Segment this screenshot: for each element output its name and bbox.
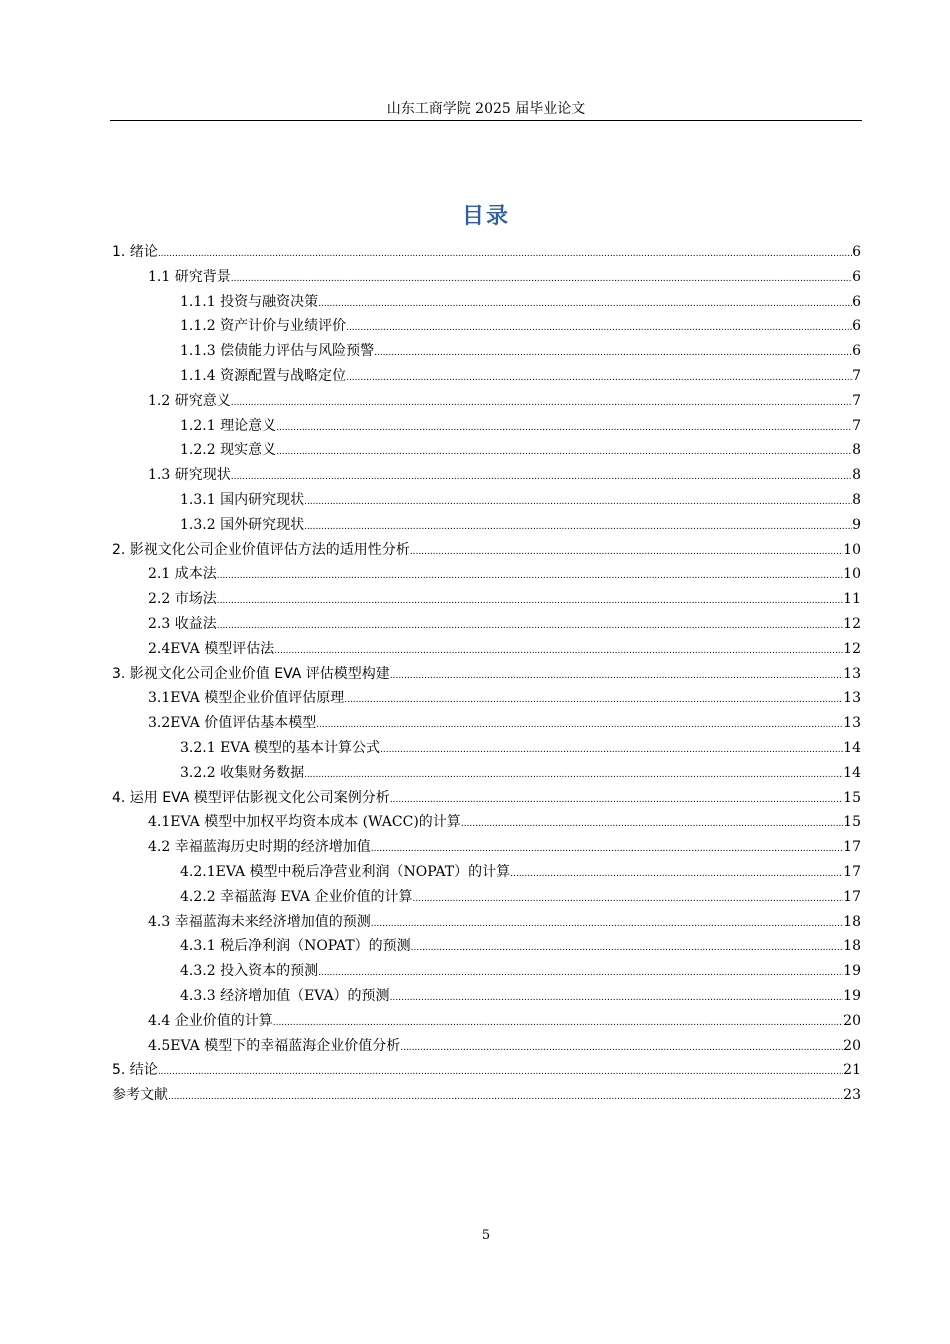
- toc-entry-page: 17: [843, 863, 861, 880]
- toc-dot-leader: [217, 567, 843, 585]
- toc-entry-label: 1.1.3 偿债能力评估与风险预警: [180, 343, 375, 360]
- toc-entry-page: 19: [843, 963, 861, 980]
- toc-dot-leader: [273, 1014, 843, 1032]
- toc-entry[interactable]: [112, 293, 861, 318]
- toc-entry-page: 6: [852, 318, 861, 335]
- toc-entry[interactable]: [112, 714, 861, 739]
- toc-entry[interactable]: [112, 441, 861, 466]
- toc-entry-page: 15: [843, 814, 861, 831]
- toc-dot-leader: [168, 1088, 843, 1106]
- toc-entry-label: 1.3.1 国内研究现状: [180, 491, 305, 508]
- toc-entry-label: 4.3.3 经济增加值（EVA）的预测: [180, 987, 390, 1004]
- toc-dot-leader: [344, 691, 843, 709]
- toc-entry[interactable]: [112, 764, 861, 789]
- toc-entry-page: 8: [852, 467, 861, 484]
- toc-dot-leader: [304, 766, 843, 784]
- toc-entry-page: 14: [843, 764, 861, 781]
- toc-entry-page: 23: [843, 1087, 861, 1104]
- toc-entry-page: 19: [843, 987, 861, 1004]
- toc-entry[interactable]: [112, 1086, 861, 1111]
- toc-entry-page: 6: [852, 244, 861, 260]
- toc-entry-label: 1.2 研究意义: [148, 392, 231, 409]
- toc-entry[interactable]: [112, 739, 861, 764]
- toc-entry[interactable]: [112, 268, 861, 293]
- toc-dot-leader: [410, 543, 843, 561]
- toc-entry-page: 20: [843, 1012, 861, 1029]
- toc-entry-label: 1.1 研究背景: [148, 268, 231, 285]
- toc-entry-page: 7: [852, 367, 861, 384]
- toc-entry[interactable]: [112, 913, 861, 938]
- toc-entry-page: 8: [852, 442, 861, 459]
- toc-entry-label: 5. 结论: [112, 1062, 158, 1079]
- toc-entry-label: 1.3 研究现状: [148, 467, 231, 484]
- toc-entry[interactable]: [112, 417, 861, 442]
- toc-dot-leader: [411, 939, 844, 957]
- toc-entry-label: 1. 绪论: [112, 244, 158, 260]
- toc-entry-label: 3.2.2 收集财务数据: [180, 764, 305, 781]
- toc-entry[interactable]: [112, 789, 861, 814]
- toc-dot-leader: [304, 518, 852, 536]
- toc-entry-page: 21: [843, 1062, 861, 1079]
- toc-dot-leader: [274, 642, 843, 660]
- toc-entry[interactable]: [112, 1037, 861, 1062]
- toc-entry[interactable]: [112, 937, 861, 962]
- toc-entry-page: 13: [843, 690, 861, 707]
- toc-entry[interactable]: [112, 590, 861, 615]
- toc-dot-leader: [510, 865, 843, 883]
- toc-entry-page: 10: [843, 541, 861, 558]
- toc-entry[interactable]: [112, 1061, 861, 1086]
- toc-dot-leader: [390, 791, 843, 809]
- toc-dot-leader: [390, 989, 844, 1007]
- toc-dot-leader: [231, 270, 852, 288]
- toc-entry-label: 3.1EVA 模型企业价值评估原理: [148, 690, 345, 707]
- toc-dot-leader: [158, 1063, 843, 1081]
- toc-entry-label: 4.3 幸福蓝海未来经济增加值的预测: [148, 913, 371, 930]
- toc-dot-leader: [346, 369, 852, 387]
- toc-entry-page: 14: [843, 739, 861, 756]
- toc-dot-leader: [412, 890, 843, 908]
- toc-entry[interactable]: [112, 888, 861, 913]
- toc-entry[interactable]: [112, 342, 861, 367]
- toc-entry-page: 12: [843, 640, 861, 657]
- toc-dot-leader: [276, 443, 852, 461]
- toc-entry-label: 1.2.1 理论意义: [180, 417, 277, 434]
- toc-entry[interactable]: [112, 466, 861, 491]
- toc-dot-leader: [461, 815, 843, 833]
- toc-entry-page: 13: [843, 715, 861, 732]
- toc-entry-page: 8: [852, 491, 861, 508]
- table-of-contents: [112, 243, 861, 1111]
- toc-entry-page: 6: [852, 268, 861, 285]
- toc-entry[interactable]: [112, 987, 861, 1012]
- toc-entry-label: 3. 影视文化公司企业价值 EVA 评估模型构建: [112, 665, 390, 682]
- toc-entry[interactable]: [112, 665, 861, 690]
- toc-title: 目录: [461, 204, 510, 229]
- toc-entry[interactable]: [112, 1012, 861, 1037]
- toc-entry-label: 3.2.1 EVA 模型的基本计算公式: [180, 739, 381, 756]
- toc-entry-label: 4.2 幸福蓝海历史时期的经济增加值: [148, 839, 371, 856]
- header-rule: [110, 120, 862, 121]
- toc-entry-page: 11: [843, 591, 861, 608]
- toc-entry[interactable]: [112, 243, 861, 268]
- toc-entry-label: 1.1.4 资源配置与战略定位: [180, 367, 347, 384]
- toc-entry[interactable]: [112, 838, 861, 863]
- toc-entry[interactable]: [112, 541, 861, 566]
- toc-dot-leader: [217, 592, 843, 610]
- toc-entry-label: 1.1.2 资产计价与业绩评价: [180, 318, 347, 335]
- toc-dot-leader: [318, 295, 852, 313]
- toc-entry-page: 7: [852, 392, 861, 409]
- toc-dot-leader: [390, 667, 843, 685]
- toc-dot-leader: [371, 915, 843, 933]
- toc-entry-label: 4.5EVA 模型下的幸福蓝海企业价值分析: [148, 1037, 401, 1054]
- toc-entry[interactable]: [112, 863, 861, 888]
- toc-entry-label: 4.1EVA 模型中加权平均资本成本 (WACC)的计算: [148, 814, 461, 831]
- toc-entry-label: 2.2 市场法: [148, 591, 217, 608]
- toc-dot-leader: [316, 716, 843, 734]
- toc-entry-page: 18: [843, 938, 861, 955]
- toc-dot-leader: [158, 245, 852, 263]
- toc-entry-page: 10: [843, 566, 861, 583]
- toc-entry[interactable]: [112, 813, 861, 838]
- toc-entry[interactable]: [112, 615, 861, 640]
- toc-entry-label: 参考文献: [112, 1087, 168, 1104]
- page-number: 5: [481, 1228, 491, 1243]
- toc-dot-leader: [400, 1039, 843, 1057]
- toc-dot-leader: [374, 344, 852, 362]
- toc-entry-label: 4.2.2 幸福蓝海 EVA 企业价值的计算: [180, 888, 413, 905]
- toc-entry-label: 2.4EVA 模型评估法: [148, 640, 275, 657]
- toc-entry-page: 15: [843, 789, 861, 806]
- toc-dot-leader: [276, 419, 852, 437]
- toc-entry-label: 4. 运用 EVA 模型评估影视文化公司案例分析: [112, 789, 390, 806]
- running-header: 山东工商学院 2025 届毕业论文: [386, 101, 586, 117]
- toc-dot-leader: [346, 319, 852, 337]
- toc-dot-leader: [231, 394, 852, 412]
- toc-entry-label: 4.3.1 税后净利润（NOPAT）的预测: [180, 938, 411, 955]
- toc-entry-label: 1.2.2 现实意义: [180, 442, 277, 459]
- toc-dot-leader: [371, 840, 843, 858]
- toc-entry-label: 3.2EVA 价值评估基本模型: [148, 715, 317, 732]
- toc-entry-page: 9: [852, 516, 861, 533]
- toc-dot-leader: [380, 741, 843, 759]
- toc-entry-page: 6: [852, 293, 861, 310]
- toc-dot-leader: [217, 617, 843, 635]
- toc-entry[interactable]: [112, 491, 861, 516]
- toc-entry-page: 18: [843, 913, 861, 930]
- toc-entry-label: 4.4 企业价值的计算: [148, 1012, 273, 1029]
- toc-entry[interactable]: [112, 392, 861, 417]
- toc-dot-leader: [231, 468, 852, 486]
- toc-entry-page: 17: [843, 888, 861, 905]
- toc-entry-page: 17: [843, 839, 861, 856]
- toc-entry-label: 2.3 收益法: [148, 615, 217, 632]
- toc-entry[interactable]: [112, 565, 861, 590]
- toc-entry-page: 20: [843, 1037, 861, 1054]
- toc-entry[interactable]: [112, 689, 861, 714]
- toc-entry-page: 13: [843, 665, 861, 682]
- toc-entry-label: 1.3.2 国外研究现状: [180, 516, 305, 533]
- toc-entry-label: 2.1 成本法: [148, 566, 217, 583]
- toc-entry[interactable]: [112, 367, 861, 392]
- toc-entry-page: 6: [852, 343, 861, 360]
- toc-dot-leader: [304, 493, 852, 511]
- toc-entry-label: 4.2.1EVA 模型中税后净营业利润（NOPAT）的计算: [180, 863, 511, 880]
- toc-entry-label: 1.1.1 投资与融资决策: [180, 293, 319, 310]
- toc-entry-page: 12: [843, 615, 861, 632]
- toc-entry[interactable]: [112, 962, 861, 987]
- toc-entry[interactable]: [112, 317, 861, 342]
- toc-entry[interactable]: [112, 640, 861, 665]
- toc-entry-label: 4.3.2 投入资本的预测: [180, 963, 319, 980]
- toc-entry-page: 7: [852, 417, 861, 434]
- toc-entry[interactable]: [112, 516, 861, 541]
- toc-dot-leader: [318, 964, 843, 982]
- toc-entry-label: 2. 影视文化公司企业价值评估方法的适用性分析: [112, 541, 410, 558]
